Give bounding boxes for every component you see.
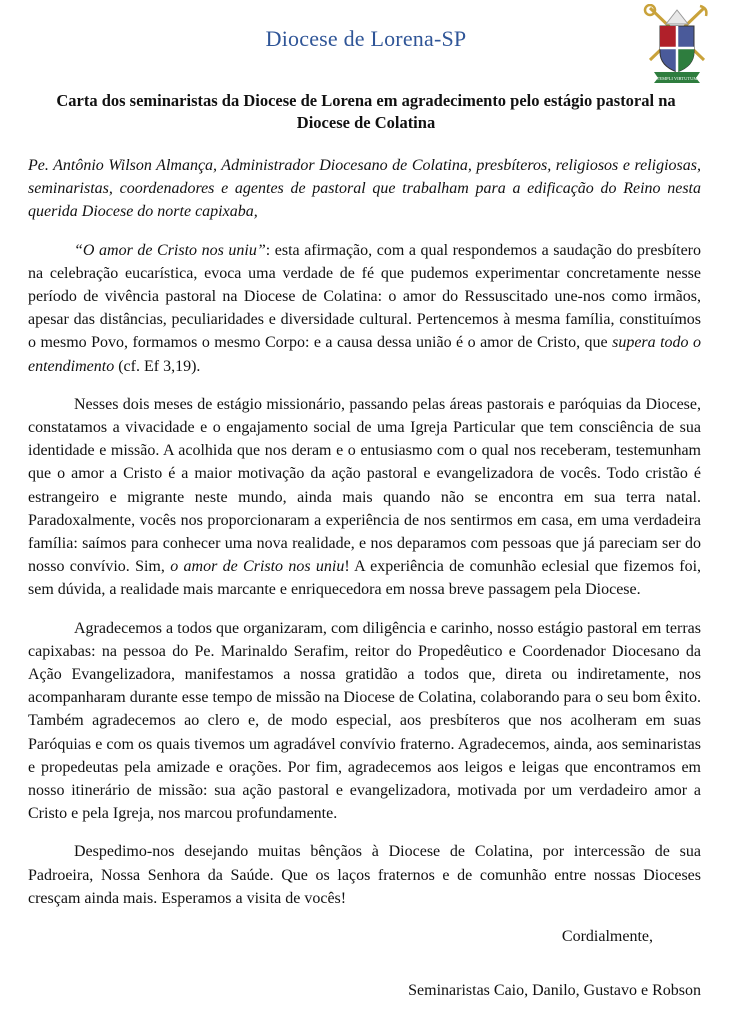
paragraph-2-text-a: Nesses dois meses de estágio missionário, passando pelas áreas pastorais e paróquias da Diocese, constatamos a vivacidade e o engajamento social de uma Igreja Particular que tem consciência de sua identidade e missão. A acolhida que nos deram e o entusiasmo com o qual nos receberam, testemunham que o amor a Cristo é a maior motivação da ação pastoral e evangelizadora de vocês. Todo cristão é estrangeiro e migrante neste mundo, ainda mais quando não se encontra em sua terra natal. Paradoxalmente, vocês nos proporcionaram a experiência de nos sentirmos em casa, em uma verdadeira família: saímos para conhecer uma nova realidade, e nos deparamos com pessoas que já pareciam ser do nosso convívio. Sim, (28, 395, 701, 576)
salutation: Pe. Antônio Wilson Almança, Administrador Diocesano de Colatina, presbíteros, religiosos e religiosas, seminaristas, coordenadores e agentes de pastoral que trabalham para a edificação do Reino nesta querida Diocese do norte capixaba, (28, 157, 701, 221)
motto-text: TEMPLI VIRTUTUM (656, 76, 698, 81)
paragraph-2-emphasis: o amor de Cristo nos uniu (170, 558, 345, 576)
closing: Cordialmente, (561, 928, 653, 946)
letter-body (28, 154, 701, 1018)
diocese-header: Diocese de Lorena-SP (265, 26, 467, 51)
letter-title: Carta dos seminaristas da Diocese de Lorena em agradecimento pelo estágio pastoral na Diocese de Colatina (56, 91, 676, 132)
paragraph-1-text-a: : esta afirmação, com a qual respondemos a saudação do presbítero na celebração eucarística, evoca uma verdade de fé que pudemos experimentar concretamente nesse período de vivência pastoral na Diocese de Colatina: o amor do Ressuscitado une-nos como irmãos, apesar das distâncias, peculiaridades e diversidade cultural. Pertencemos à mesma família, constituímos o mesmo Povo, formamos o mesmo Corpo: e a causa dessa união é o amor de Cristo, que (28, 241, 702, 352)
paragraph-1-text-b: (cf. Ef 3,19). (114, 357, 201, 375)
signature: Seminaristas Caio, Danilo, Gustavo e Robson (408, 982, 701, 1000)
paragraph-1-emphasis: supera todo o entendimento (28, 334, 702, 375)
paragraph-3: Agradecemos a todos que organizaram, com diligência e carinho, nosso estágio pastoral em terras capixabas: na pessoa do Pe. Marinaldo Serafim, reitor do Propedêutico e Coordenador Diocesano da Ação Evangelizadora, manifestamos a nossa gratidão a todos que, direta ou indiretamente, nos acompanharam durante esse tempo de missão na Diocese de Colatina, colaborando para o seu bom êxito. Também agradecemos ao clero e, de modo especial, aos presbíteros que nos acolheram em suas Paróquias e com os quais tivemos um agradável convívio fraterno. Agradecemos, ainda, aos seminaristas e propedeutas pela amizade e orações. Por fim, agradecemos aos leigos e leigas que encontramos em nosso itinerário de missão: sua ação pastoral e evangelizadora, motivada por um verdadeiro amor a Cristo e pela Igreja, nos marcou profundamente. (28, 619, 701, 823)
diocese-coat-of-arms-icon (640, 4, 714, 84)
paragraph-4: Despedimo-nos desejando muitas bênçãos à Diocese de Colatina, por intercessão de sua Padroeira, Nossa Senhora da Saúde. Que os laços fraternos e de comunhão entre nossas Dioceses cresçam ainda mais. Esperamos a visita de vocês! (28, 843, 701, 907)
quote-text: “O amor de Cristo nos uniu” (74, 241, 266, 259)
paragraph-2 (28, 393, 701, 602)
paragraph-1 (28, 239, 701, 378)
paragraph-2-text-b: ! A experiência de comunhão eclesial que fizemos foi, sem dúvida, a realidade mais marcante e enriquecedora em nossa breve passagem pela Diocese. (28, 558, 702, 599)
